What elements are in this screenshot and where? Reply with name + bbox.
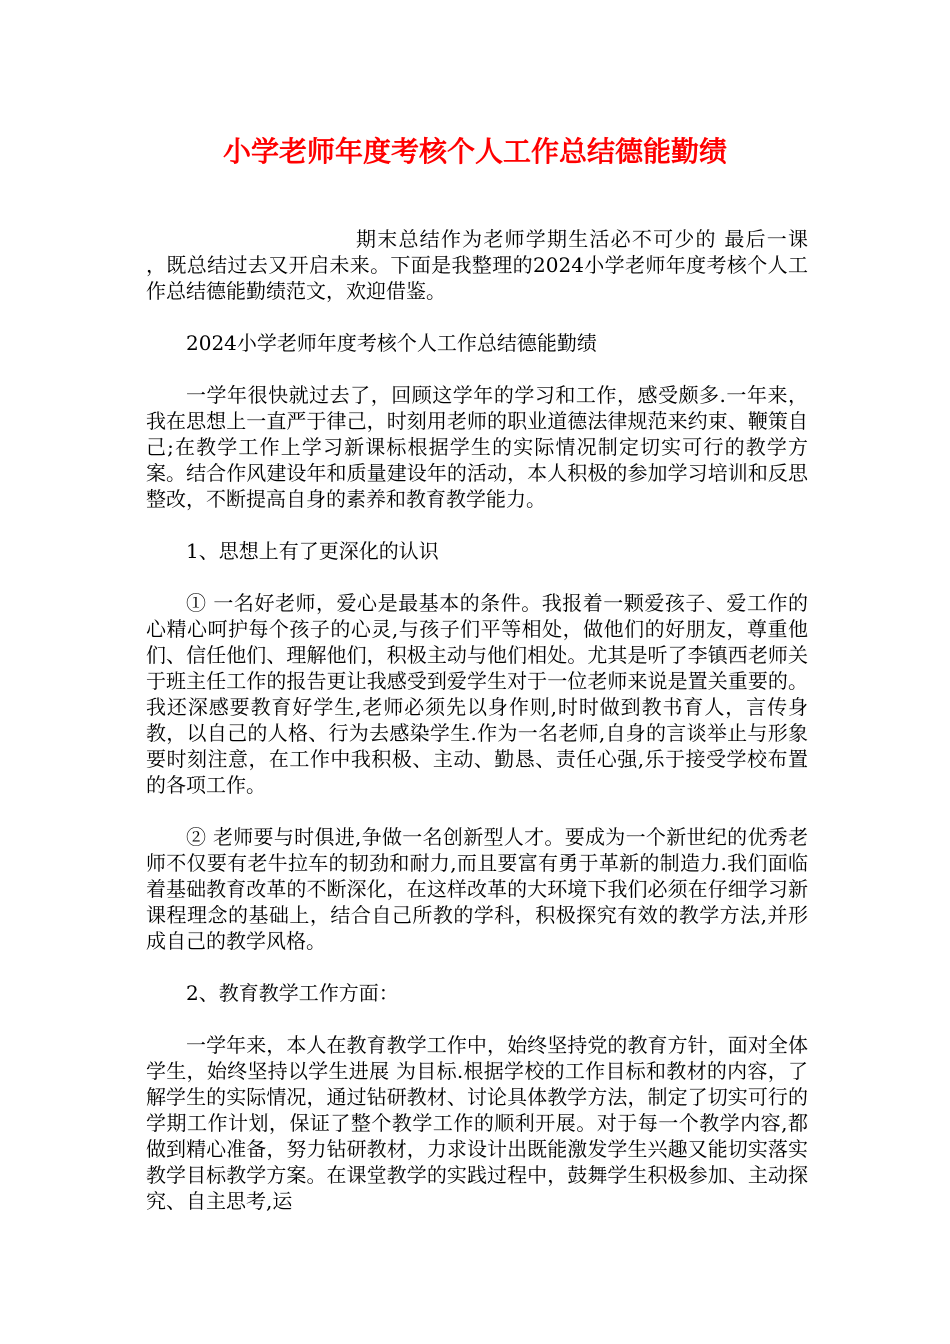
subtitle-paragraph: 2024小学老师年度考核个人工作总结德能勤绩 — [186, 331, 597, 355]
intro-paragraph: 期末总结作为老师学期生活必不可少的 最后一课 ，既总结过去又开启未来。下面是我整理的2024小学老师年度考核个人工作总结德能勤绩范文，欢迎借鉴。 — [146, 227, 808, 303]
document-body — [146, 226, 808, 1240]
document-title: 小学老师年度考核个人工作总结德能勤绩 — [222, 135, 727, 168]
body-paragraph: ② 老师要与时俱进,争做一名创新型人才。要成为一个新世纪的优秀老师不仅要有老牛拉车的韧劲和耐力,而且要富有勇于革新的制造力.我们面临着基础教育改革的不断深化，在这样改革的大环境下我们必须在仔细学习新课程理念的基础上，结合自己所教的学科，积极探究有效的教学方法,并形成自己的教学风格。 — [146, 825, 808, 953]
section-heading-2: 2、教育教学工作方面： — [186, 981, 399, 1005]
section-heading-1: 1、思想上有了更深化的认识 — [186, 539, 439, 563]
body-paragraph: ① 一名好老师，爱心是最基本的条件。我报着一颗爱孩子、爱工作的心精心呵护每个孩子的心灵,与孩子们平等相处，做他们的好朋友，尊重他们、信任他们、理解他们，积极主动与他们相处。尤其是听了李镇西老师关于班主任工作的报告更让我感受到爱学生对于一位老师来说是置关重要的。我还深感要教育好学生,老师必须先以身作则,时时做到教书育人，言传身教，以自己的人格、行为去感染学生.作为一名老师,自身的言谈举止与形象要时刻注意，在工作中我积极、主动、勤恳、责任心强,乐于接受学校布置的各项工作。 — [146, 591, 808, 797]
body-paragraph: 一学年来，本人在教育教学工作中，始终坚持党的教育方针，面对全体学生，始终坚持以学生进展 为目标.根据学校的工作目标和教材的内容，了解学生的实际情况，通过钻研教材、讨论具体教学方法，制定了切实可行的学期工作计划，保证了整个教学工作的顺利开展。对于每一个教学内容,都做到精心准备，努力钻研教材，力求设计出既能激发学生兴趣又能切实落实教学目标教学方案。在课堂教学的实践过程中，鼓舞学生积极参加、主动探究、自主思考,运 — [146, 1033, 808, 1213]
body-paragraph: 一学年很快就过去了，回顾这学年的学习和工作，感受颇多.一年来，我在思想上一直严于律己，时刻用老师的职业道德法律规范来约束、鞭策自己;在教学工作上学习新课标根据学生的实际情况制定切实可行的教学方案。结合作风建设年和质量建设年的活动，本人积极的参加学习培训和反思整改，不断提高自身的素养和教育教学能力。 — [146, 383, 808, 511]
